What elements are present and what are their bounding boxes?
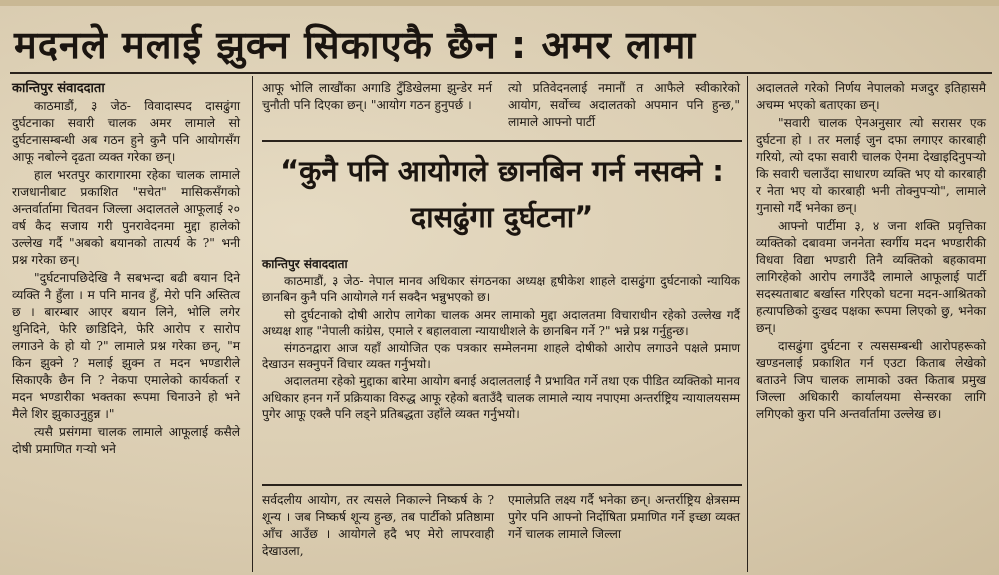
bottom-mid-right-text (508, 492, 740, 544)
article-bottom-rule (262, 484, 742, 486)
mid-para-2: सो दुर्घटनाको दोषी आरोप लागेका चालक अमर लामाको मुद्दा अदालतमा विचाराधीन रहेको उल्लेख गर्दै अध्यक्ष शाह "नेपाली कांग्रेस, एमाले र बहालवाला न्यायाधीशले के छानबिन गर्ने ?" भन्ने प्रश्न गर्नुहुन्छ। (262, 307, 740, 338)
mid-para-1: काठमाडौं, ३ जेठ- नेपाल मानव अधिकार संगठनका अध्यक्ष हृषीकेश शाहले दासढुंगा दुर्घटनाको न्यायिक छानबिन कुनै पनि आयोगले गर्न सक्दैन भन्नुभएको छ। (262, 274, 740, 305)
right-para-4: दासढुंगा दुर्घटना र त्यससम्बन्धी आरोपहरूको खण्डनलाई प्रकाशित गर्न एउटा किताब लेखेको बताउने जिप चालक लामाको उक्त किताब प्रमुख जिल्ला अधिकारी कार्यालयमा सेन्सरका लागि लगिएको कुरा पनि अन्तर्वार्तामा उल्लेख छ। (756, 339, 986, 421)
subhead-top-rule (262, 140, 742, 142)
main-headline: मदनले मलाई झुक्न सिकाएकै छैन : अमर लामा (14, 23, 697, 67)
column-divider-2 (747, 76, 748, 572)
bottom-mid-left-para: सर्वदलीय आयोग, तर त्यसले निकाल्ने निष्कर्ष के ? शून्य । जब निष्कर्ष शून्य हुन्छ, तब पार्टीको प्रतिष्ठामा आँच आउँछ । आयोगले हदै भए मेरो लापरवाही देखाउला, (262, 493, 494, 558)
mid-para-4: अदालतमा रहेको मुद्दाका बारेमा आयोग बनाई अदालतलाई नै प्रभावित गर्ने तथा एक पीडित व्यक्तिको मानव अधिकार हनन गर्ने प्रक्रियाका विरुद्ध आफू रहेको बताउँदै चालक लामाले न्याय नपाएमा अन्तर्राष्ट्रिय न्यायालयसम्म पुगेर आफू एक्लै पनि लड्ने प्रतिबद्धता उहाँले व्यक्त गर्नुभयो। (262, 374, 740, 421)
left-column (12, 80, 240, 459)
page-top-edge (0, 0, 999, 6)
mid-para-3: संगठनद्वारा आज यहाँ आयोजित एक पत्रकार सम्मेलनमा शाहले दोषीको आरोप लगाउने पक्षले प्रमाण देखाउन सक्नुपर्ने विचार व्यक्त गर्नुभयो। (262, 341, 740, 372)
bottom-mid-left-text (262, 492, 494, 561)
right-para-1: अदालतले गरेको निर्णय नेपालको मजदुर इतिहासमै अचम्म भएको बताएका छन्। (756, 81, 986, 112)
top-mid-right-text (508, 80, 740, 132)
top-mid-left-para: आफू भोलि लाखौंका अगाडि टुँडिखेलमा झुन्डेर मर्न चुनौती पनि दिएका छन्। "आयोग गठन हुनुपर्छ । (262, 81, 492, 112)
right-column (756, 80, 986, 424)
mid-article (262, 256, 740, 423)
top-mid-left-text (262, 80, 492, 115)
bottom-mid-right-para: एमालेप्रति लक्ष्य गर्दै भनेका छन्। अन्तर्राष्ट्रिय क्षेत्रसम्म पुगेर पनि आफ्नो निर्दोषिता प्रमाणित गर्ने इच्छा व्यक्त गर्ने चालक लामाले जिल्ला (508, 493, 740, 541)
headline-underline (10, 72, 992, 74)
sub-headline: “कुनै पनि आयोगले छानबिन गर्न नसक्ने : दासढुंगा दुर्घटना” (280, 154, 724, 234)
left-para-1: काठमाडौं, ३ जेठ- विवादास्पद दासढुंगा दुर्घटनाका सवारी चालक अमर लामाले सो दुर्घटनासम्बन्धी अब गठन हुने कुनै पनि आयोगसँग आफू नबोल्ने दृढता व्यक्त गरेका छन्। (12, 99, 240, 164)
left-para-4: त्यसै प्रसंगमा चालक लामाले आफूलाई कसैले दोषी प्रमाणित गर्‍यो भने (12, 425, 240, 456)
left-byline: कान्तिपुर संवाददाता (12, 81, 105, 96)
right-para-3: आफ्नो पार्टीमा ३, ४ जना शक्ति प्रवृत्तिका व्यक्तिको दबावमा जननेता स्वर्गीय मदन भण्डारीकी विधवा विद्या भण्डारी तिनै व्यक्तिको बहकावमा लागिरहेको आरोप लगाउँदै लामाले आफूलाई पार्टी सदस्यताबाट बर्खास्त गरिएको घटना मदन-आश्रितको हत्यापछिको दुःखद पक्षका रूपमा लिएको छु, भनेका छन्। (756, 219, 986, 335)
column-divider-1 (252, 76, 253, 572)
right-para-2: "सवारी चालक ऐनअनुसार त्यो सरासर एक दुर्घटना हो । तर मलाई जुन दफा लगाएर कारबाही गरियो, त्यो दफा सवारी चालक ऐनमा देखाइदिनुपर्‍यो कि सवारी चलाउँदा साधारण व्यक्ति भए यो कारबाही र नेता भए यो कारबाही भनी तोक्नुपर्‍यो", लामाले गुनासो गर्दै भनेका छन्। (756, 116, 986, 215)
top-mid-right-para: त्यो प्रतिवेदनलाई नमानौं त आफैले स्वीकारेको आयोग, सर्वोच्च अदालतको अपमान पनि हुन्छ," लामाले आफ्नो पार्टी (508, 81, 740, 129)
left-para-2: हाल भरतपुर कारागारमा रहेका चालक लामाले राजधानीबाट प्रकाशित "सचेत" मासिकसँगको अन्तर्वार्तामा चितवन जिल्ला अदालतले आफूलाई २० वर्ष कैद सजाय गरी पुनरावेदनमा मुद्दा हालेको उल्लेख गर्दै "अबको बयानको तात्पर्य के ?" भनी प्रश्न गरेका छन्। (12, 168, 240, 267)
mid-byline: कान्तिपुर संवाददाता (262, 257, 348, 271)
left-para-3: "दुर्घटनापछिदेखि नै सबभन्दा बढी बयान दिने व्यक्ति नै हुँला । म पनि मानव हुँ, मेरो पनि अस्तित्व छ । बारम्बार आएर बयान लिने, भोलि लगेर थुनिदिने, फेरि छाडिदिने, फेरि आरोप र सारोप लगाउने के हो यो ?" लामाले प्रश्न गरेका छन्, "म किन झुक्ने ? मलाई झुक्न त मदन भण्डारीले सिकाएकै छैन नि ? नेकपा एमालेको कार्यकर्ता र मदन भण्डारीका भक्तका रूपमा चिनाउने हो भने मैले शिर झुकाउनुहुन्न ।" (12, 271, 240, 421)
